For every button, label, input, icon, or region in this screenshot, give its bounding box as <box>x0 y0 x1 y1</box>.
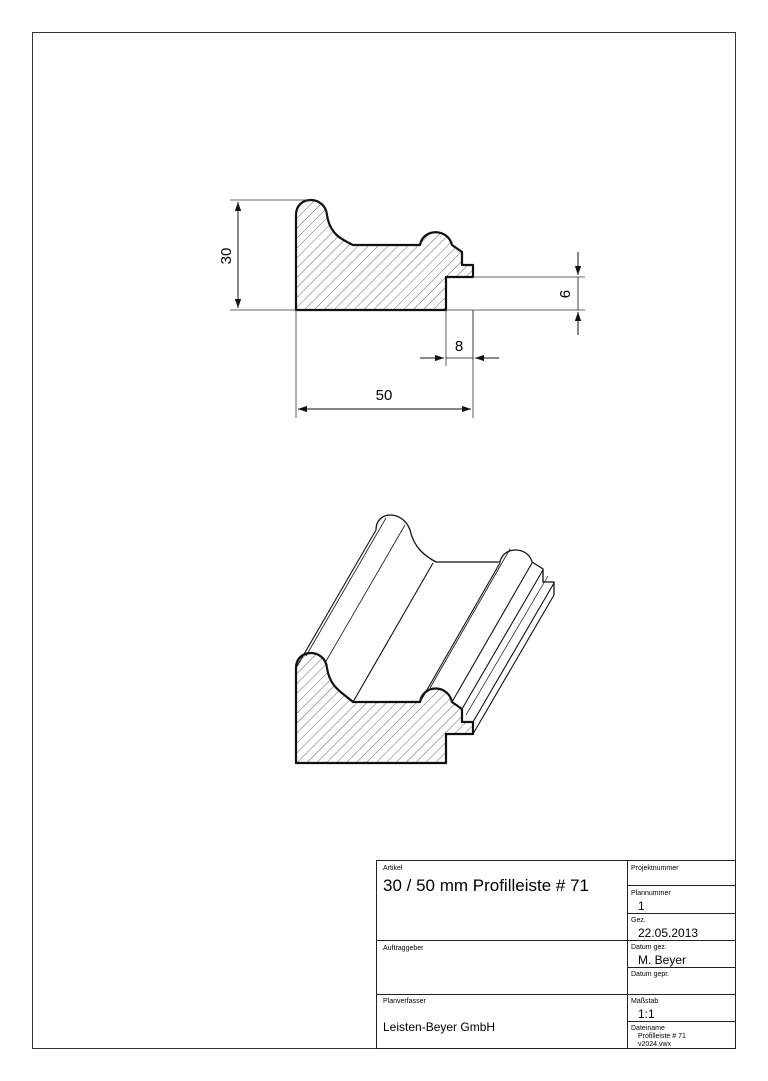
datum-gez-value: M. Beyer <box>638 953 687 967</box>
dim-rebate-width-label: 8 <box>454 338 464 355</box>
profile-cross-section <box>296 200 473 310</box>
dim-height-label: 30 <box>218 247 235 265</box>
datum-gez-label: Datum gez. <box>631 944 667 951</box>
profile-section-view <box>218 200 585 418</box>
plannummer-label: Plannummer <box>631 890 671 897</box>
auftraggeber-label: Auftraggeber <box>383 945 424 952</box>
artikel-label: Artikel <box>383 865 403 872</box>
dateiname-label: Dateiname <box>631 1025 665 1032</box>
profile-isometric-front-face <box>296 653 473 763</box>
gez-label: Gez. <box>631 917 646 924</box>
projektnummer-label: Projektnummer <box>631 865 679 872</box>
plannummer-value: 1 <box>638 899 645 913</box>
dim-width-label: 50 <box>375 387 393 404</box>
dim-rebate-depth-label: 9 <box>556 289 573 299</box>
planverfasser-value: Leisten-Beyer GmbH <box>383 1020 496 1034</box>
datum-gepr-label: Datum gepr. <box>631 971 670 978</box>
artikel-value: 30 / 50 mm Profilleiste # 71 <box>383 876 589 895</box>
massstab-label: Maßstab <box>631 998 659 1005</box>
massstab-value: 1:1 <box>638 1007 655 1021</box>
dateiname-line1: Profilleiste # 71 <box>638 1033 686 1040</box>
dateiname-line2: v2024.vwx <box>638 1041 672 1048</box>
gez-value: 22.05.2013 <box>638 926 699 940</box>
planverfasser-label: Planverfasser <box>383 998 426 1005</box>
